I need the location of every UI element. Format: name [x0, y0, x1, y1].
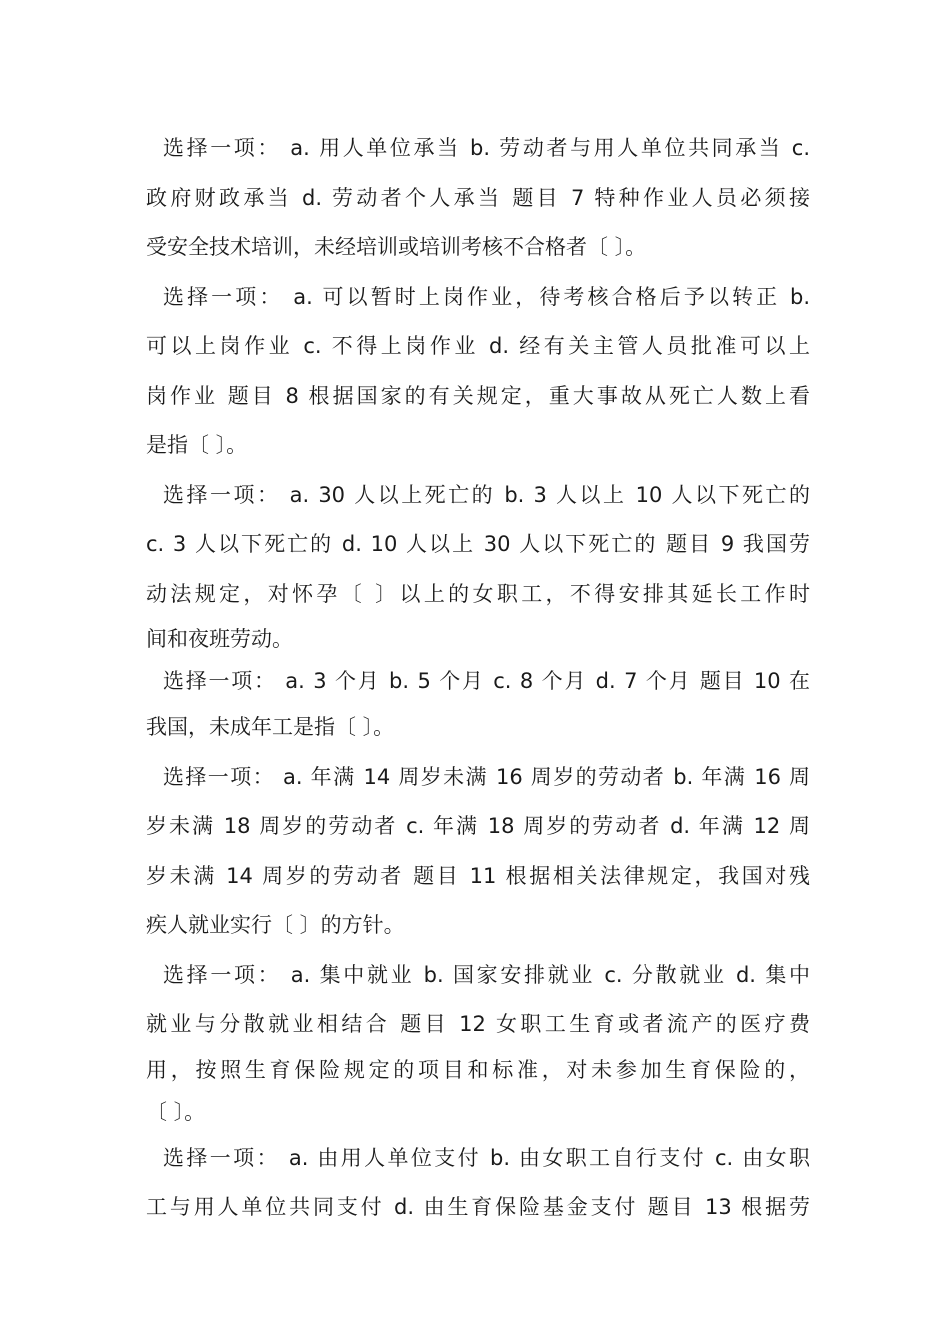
text-line: 岗作业 题目 8 根据国家的有关规定，重大事故从死亡人数上看	[146, 383, 810, 408]
text-line: 受安全技术培训，未经培训或培训考核不合格者〔 〕。	[146, 235, 647, 259]
text-line: 可以上岗作业 c. 不得上岗作业 d. 经有关主管人员批准可以上	[146, 334, 810, 358]
text-line: 选择一项： a. 年满 14 周岁未满 16 周岁的劳动者 b. 年满 16 周	[163, 764, 810, 789]
text-line: 用，按照生育保险规定的项目和标准，对未参加生育保险的，	[146, 1057, 810, 1082]
text-line: 选择一项： a. 集中就业 b. 国家安排就业 c. 分散就业 d. 集中	[163, 962, 810, 987]
text-line: 〔 〕。	[146, 1099, 206, 1124]
text-line: 岁未满 18 周岁的劳动者 c. 年满 18 周岁的劳动者 d. 年满 12 周	[146, 814, 810, 838]
text-line: 疾人就业实行〔 〕的方针。	[146, 913, 405, 937]
text-line: 选择一项： a. 用人单位承当 b. 劳动者与用人单位共同承当 c.	[163, 136, 810, 160]
question-block	[146, 124, 810, 273]
text-line: 动法规定，对怀孕〔 〕以上的女职工，不得安排其延长工作时	[146, 581, 810, 606]
text-line: 间和夜班劳动。	[146, 627, 293, 651]
text-line: c. 3 人以下死亡的 d. 10 人以上 30 人以下死亡的 题目 9 我国劳	[146, 532, 810, 556]
text-line: 选择一项： a. 可以暂时上岗作业，待考核合格后予以转正 b.	[163, 284, 810, 309]
question-block	[146, 273, 810, 471]
document-body	[146, 124, 810, 1233]
text-line: 我国，未成年工是指〔 〕。	[146, 715, 395, 739]
text-line: 岁未满 14 周岁的劳动者 题目 11 根据相关法律规定，我国对残	[146, 863, 810, 888]
text-line: 是指〔 〕。	[146, 433, 248, 457]
question-block	[146, 753, 810, 951]
text-line: 选择一项： a. 由用人单位支付 b. 由女职工自行支付 c. 由女职	[163, 1145, 810, 1170]
text-line: 选择一项： a. 30 人以上死亡的 b. 3 人以上 10 人以下死亡的	[163, 482, 810, 507]
question-block	[146, 660, 810, 753]
text-line: 工与用人单位共同支付 d. 由生育保险基金支付 题目 13 根据劳	[146, 1195, 810, 1219]
text-line: 就业与分散就业相结合 题目 12 女职工生育或者流产的医疗费	[146, 1012, 810, 1036]
text-line: 选择一项： a. 3 个月 b. 5 个月 c. 8 个月 d. 7 个月 题目 10 在	[163, 669, 810, 693]
question-block	[146, 471, 810, 661]
question-block	[146, 1134, 810, 1233]
text-line: 政府财政承当 d. 劳动者个人承当 题目 7 特种作业人员必须接	[146, 185, 810, 210]
question-block	[146, 951, 810, 1134]
